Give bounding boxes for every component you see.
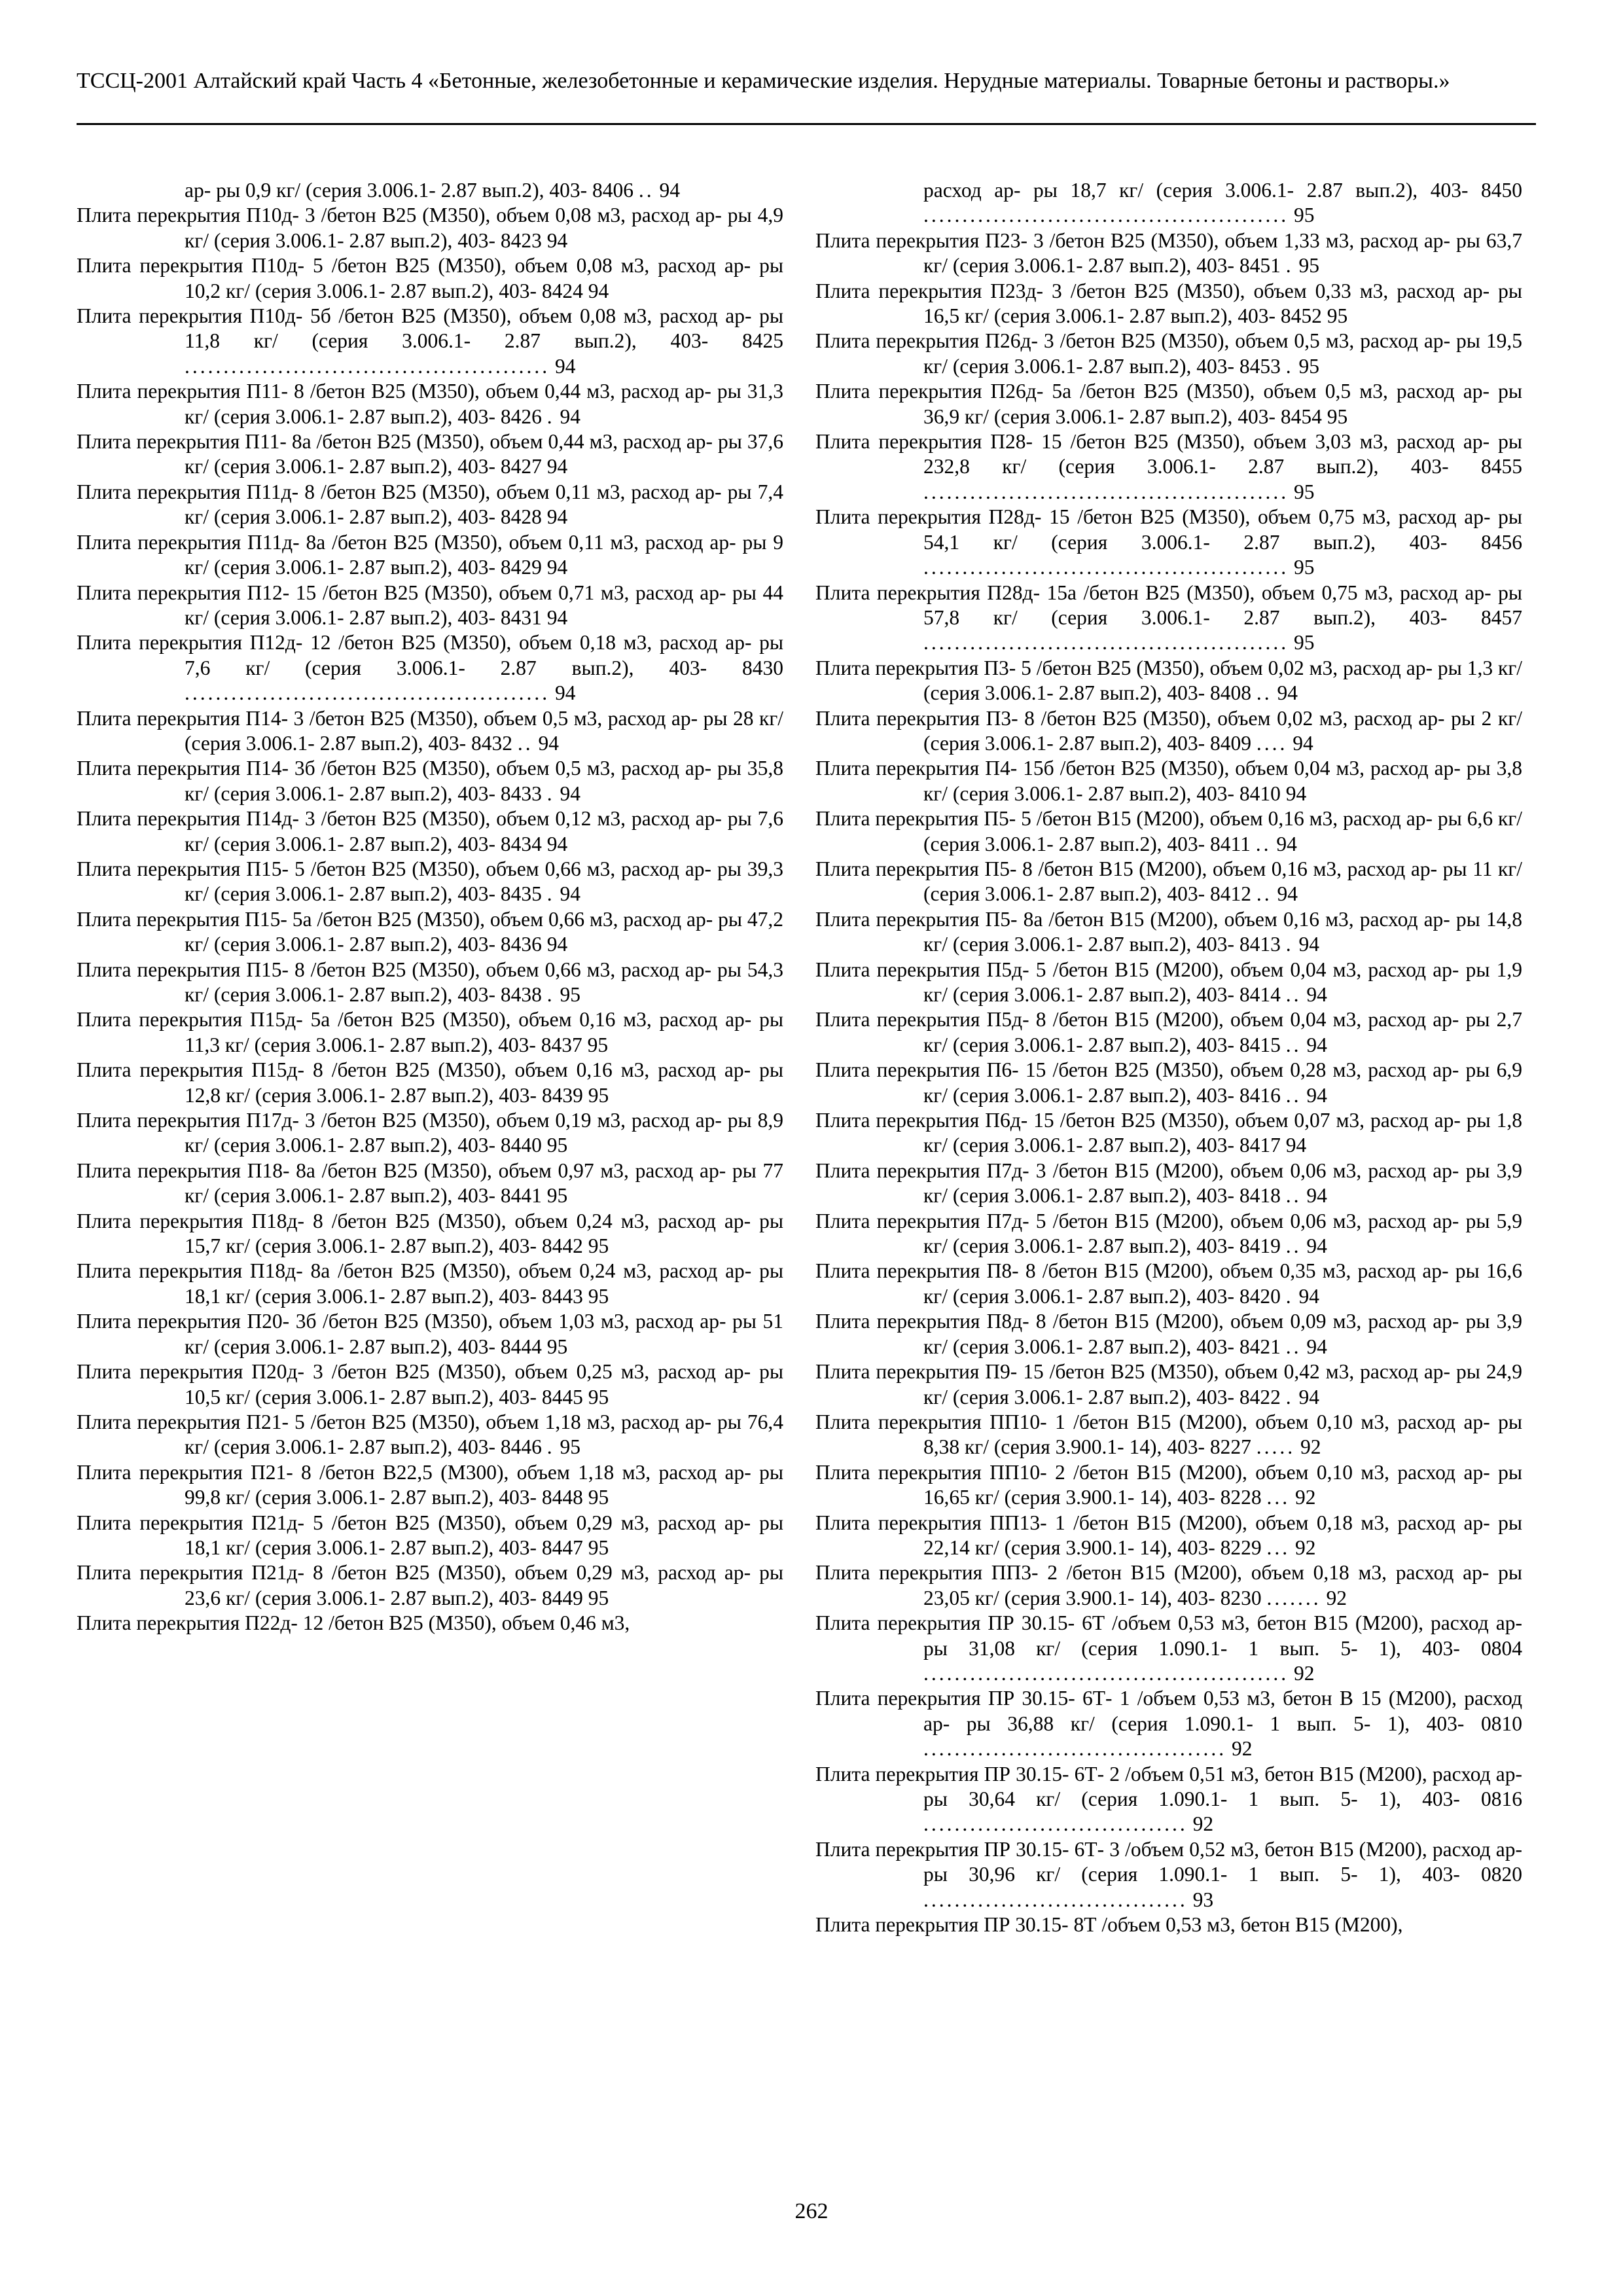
dot-leader: .. (1256, 681, 1272, 705)
entry-page-ref: 94 (1277, 882, 1298, 906)
entry-page-ref: 92 (1300, 1435, 1321, 1459)
index-entry (77, 480, 783, 530)
entry-page-ref: 95 (546, 1134, 568, 1157)
entry-page-ref: 94 (555, 354, 576, 378)
index-entry (77, 1309, 783, 1359)
entry-page-ref: 95 (588, 1535, 609, 1559)
index-entry (815, 656, 1522, 706)
index-entry (815, 329, 1522, 379)
entry-page-ref: 95 (546, 1184, 568, 1208)
entry-page-ref: 94 (1298, 933, 1320, 956)
entry-page-ref: 95 (1327, 404, 1348, 428)
index-entry (815, 1511, 1522, 1561)
entry-text: Плита перекрытия П14- 3б /бетон В25 (М350), объем 0,5 м3, расход ар- ры 35,8 кг/ (серия 3.006.1- 2.87 вып.2), 403- 8433 (77, 757, 783, 805)
dot-leader: .. (517, 731, 533, 755)
entry-page-ref: 95 (1294, 480, 1315, 503)
entry-text: Плита перекрытия П15д- 5а /бетон В25 (М350), объем 0,16 м3, расход ар- ры 11,3 кг/ (серия 3.006.1- 2.87 вып.2), 403- 8437 (77, 1008, 783, 1056)
entry-text: Плита перекрытия П28д- 15 /бетон В25 (М350), объем 0,75 м3, расход ар- ры 54,1 кг/ (серия 3.006.1- 2.87 вып.2), 403- 8456 (815, 505, 1522, 554)
entry-page-ref: 92 (1192, 1812, 1214, 1836)
index-entry (815, 1837, 1522, 1912)
header-title: ТССЦ-2001 Алтайский край Часть 4 «Бетонные, железобетонные и керамические изделия. Нерудные материалы. Товарные бетоны и растворы.» (77, 69, 1450, 93)
index-entry (77, 1611, 783, 1636)
index-entry (77, 1108, 783, 1158)
dot-leader: . (546, 404, 555, 428)
entry-text: Плита перекрытия П26д- 3 /бетон В25 (М350), объем 0,5 м3, расход ар- ры 19,5 кг/ (серия 3.006.1- 2.87 вып.2), 403- 8453 (815, 329, 1522, 378)
index-entry (815, 1686, 1522, 1761)
entry-page-ref: 92 (1295, 1535, 1316, 1559)
index-entry (815, 429, 1522, 505)
entry-page-ref: 94 (1285, 1134, 1307, 1157)
entry-page-ref: 95 (588, 1586, 609, 1609)
entry-page-ref: 95 (588, 1234, 609, 1258)
entry-text: Плита перекрытия П18д- 8 /бетон В25 (М350), объем 0,24 м3, расход ар- ры 15,7 кг/ (серия 3.006.1- 2.87 вып.2), 403- 8442 (77, 1209, 783, 1258)
entry-text: Плита перекрытия П10д- 5 /бетон В25 (М350), объем 0,08 м3, расход ар- ры 10,2 кг/ (серия 3.006.1- 2.87 вып.2), 403- 8424 (77, 254, 783, 302)
entry-text: Плита перекрытия П15- 8 /бетон В25 (М350), объем 0,66 м3, расход ар- ры 54,3 кг/ (серия 3.006.1- 2.87 вып.2), 403- 8438 (77, 958, 783, 1006)
index-entry (815, 1058, 1522, 1108)
index-entry (77, 379, 783, 429)
index-entry (815, 1611, 1522, 1686)
entry-page-ref: 95 (1294, 631, 1315, 655)
entry-text: Плита перекрытия П26д- 5а /бетон В25 (М350), объем 0,5 м3, расход ар- ры 36,9 кг/ (серия 3.006.1- 2.87 вып.2), 403- 8454 (815, 380, 1522, 428)
entry-page-ref: 95 (560, 983, 581, 1006)
entry-text: Плита перекрытия П4- 15б /бетон В25 (М350), объем 0,04 м3, расход ар- ры 3,8 кг/ (серия 3.006.1- 2.87 вып.2), 403- 8410 (815, 757, 1522, 805)
index-entry (77, 857, 783, 907)
index-entry (77, 756, 783, 806)
entry-text: Плита перекрытия П8д- 8 /бетон В15 (М200), объем 0,09 м3, расход ар- ры 3,9 кг/ (серия 3.006.1- 2.87 вып.2), 403- 8421 (815, 1310, 1522, 1358)
entry-page-ref: 94 (560, 781, 581, 805)
entry-text: Плита перекрытия П15д- 8 /бетон В25 (М350), объем 0,16 м3, расход ар- ры 12,8 кг/ (серия 3.006.1- 2.87 вып.2), 403- 8439 (77, 1058, 783, 1107)
dot-leader: . (1285, 354, 1294, 378)
entry-text: Плита перекрытия П14- 3 /бетон В25 (М350), объем 0,5 м3, расход ар- ры 28 кг/ (серия 3.006.1- 2.87 вып.2), 403- 8432 (77, 706, 783, 755)
entry-page-ref: 94 (1306, 1033, 1327, 1056)
dot-leader: ............................................... (185, 354, 550, 378)
index-entry (77, 1259, 783, 1309)
entry-page-ref: 95 (587, 1033, 609, 1056)
entry-text: Плита перекрытия П5- 8 /бетон В15 (М200), объем 0,16 м3, расход ар- ры 11 кг/ (серия 3.006.1- 2.87 вып.2), 403- 8412 (815, 857, 1522, 906)
index-entry (77, 806, 783, 857)
index-entry (77, 1209, 783, 1259)
entry-page-ref: 94 (1306, 1083, 1327, 1107)
header-divider (77, 123, 1536, 125)
entry-text: ар- ры 0,9 кг/ (серия 3.006.1- 2.87 вып.2), 403- 8406 (185, 179, 634, 202)
entry-page-ref: 94 (546, 455, 568, 478)
index-entry (77, 530, 783, 581)
entry-page-ref: 95 (546, 1335, 568, 1358)
entry-text: Плита перекрытия ПР 30.15- 6Т /объем 0,53 м3, бетон В15 (М200), расход ар- ры 31,08 кг/ (серия 1.090.1- 1 вып. 5- 1), 403- 0804 (815, 1611, 1522, 1660)
entry-page-ref: 94 (538, 731, 560, 755)
entry-text: Плита перекрытия П23д- 3 /бетон В25 (М350), объем 0,33 м3, расход ар- ры 16,5 кг/ (серия 3.006.1- 2.87 вып.2), 403- 8452 (815, 279, 1522, 328)
index-entry (815, 857, 1522, 907)
index-entry (77, 1359, 783, 1410)
index-entry (815, 1762, 1522, 1837)
entry-page-ref: 94 (1298, 1385, 1320, 1408)
entry-page-ref: 94 (1298, 1284, 1320, 1308)
index-entry (815, 379, 1522, 429)
index-entry (815, 958, 1522, 1008)
entry-page-ref: 92 (1294, 1661, 1315, 1685)
index-entry (815, 279, 1522, 329)
entry-text: Плита перекрытия П21д- 5 /бетон В25 (М350), объем 0,29 м3, расход ар- ры 18,1 кг/ (серия 3.006.1- 2.87 вып.2), 403- 8447 (77, 1511, 783, 1559)
index-entry (815, 1158, 1522, 1209)
entry-page-ref: 95 (1298, 354, 1320, 378)
index-entry (815, 806, 1522, 857)
index-entry (815, 756, 1522, 806)
dot-leader: ....................................... (923, 1737, 1227, 1761)
dot-leader: ............................................... (923, 480, 1289, 503)
entry-text: Плита перекрытия П20- 3б /бетон В25 (М350), объем 1,03 м3, расход ар- ры 51 кг/ (серия 3.006.1- 2.87 вып.2), 403- 8444 (77, 1310, 783, 1358)
index-entry (815, 228, 1522, 279)
entry-text: Плита перекрытия ПР 30.15- 6Т- 3 /объем 0,52 м3, бетон В15 (М200), расход ар- ры 30,96 кг/ (серия 1.090.1- 1 вып. 5- 1), 403- 0820 (815, 1837, 1522, 1886)
entry-text: Плита перекрытия П18д- 8а /бетон В25 (М350), объем 0,24 м3, расход ар- ры 18,1 кг/ (серия 3.006.1- 2.87 вып.2), 403- 8443 (77, 1259, 783, 1308)
entry-page-ref: 94 (1306, 1234, 1327, 1258)
dot-leader: . (1285, 1385, 1294, 1408)
index-entry (815, 1460, 1522, 1511)
entry-page-ref: 92 (1232, 1737, 1253, 1761)
entry-page-ref: 92 (1295, 1486, 1316, 1509)
entry-text: Плита перекрытия ПП13- 1 /бетон В15 (М200), объем 0,18 м3, расход ар- ры 22,14 кг/ (серия 3.900.1- 14), 403- 8229 (815, 1511, 1522, 1559)
dot-leader: ............................................... (923, 556, 1289, 579)
entry-text: Плита перекрытия П7д- 3 /бетон В15 (М200), объем 0,06 м3, расход ар- ры 3,9 кг/ (серия 3.006.1- 2.87 вып.2), 403- 8418 (815, 1158, 1522, 1208)
entry-text: Плита перекрытия П5д- 8 /бетон В15 (М200), объем 0,04 м3, расход ар- ры 2,7 кг/ (серия 3.006.1- 2.87 вып.2), 403- 8415 (815, 1008, 1522, 1056)
index-entry (815, 1259, 1522, 1309)
entry-text: Плита перекрытия П3- 5 /бетон В25 (М350), объем 0,02 м3, расход ар- ры 1,3 кг/ (серия 3.006.1- 2.87 вып.2), 403- 8408 (815, 656, 1522, 705)
dot-leader: . (1285, 933, 1294, 956)
entry-text: Плита перекрытия П9- 15 /бетон В25 (М350), объем 0,42 м3, расход ар- ры 24,9 кг/ (серия 3.006.1- 2.87 вып.2), 403- 8422 (815, 1360, 1522, 1408)
entry-text: Плита перекрытия ПП10- 1 /бетон В15 (М200), объем 0,10 м3, расход ар- ры 8,38 кг/ (серия 3.900.1- 14), 403- 8227 (815, 1410, 1522, 1459)
index-entry (815, 1108, 1522, 1158)
entry-text: Плита перекрытия П5- 5 /бетон В15 (М200), объем 0,16 м3, расход ар- ры 6,6 кг/ (серия 3.006.1- 2.87 вып.2), 403- 8411 (815, 807, 1522, 855)
index-column-left (77, 178, 783, 1636)
index-entry (77, 429, 783, 480)
index-column-right (815, 178, 1522, 1937)
dot-leader: ............................................... (923, 1661, 1289, 1685)
dot-leader: .. (1285, 1335, 1302, 1358)
index-entry (77, 178, 783, 203)
entry-page-ref: 94 (659, 179, 681, 202)
entry-page-ref: 94 (555, 681, 576, 705)
dot-leader: .. (1285, 1033, 1302, 1056)
entry-page-ref: 95 (588, 1284, 609, 1308)
entry-text: Плита перекрытия П21- 8 /бетон В22,5 (М300), объем 1,18 м3, расход ар- ры 99,8 кг/ (серия 3.006.1- 2.87 вып.2), 403- 8448 (77, 1460, 783, 1509)
dot-leader: ....... (1266, 1586, 1321, 1609)
entry-page-ref: 95 (588, 1083, 609, 1107)
entry-page-ref: 94 (546, 832, 568, 855)
index-entry (815, 581, 1522, 656)
entry-text: Плита перекрытия П11- 8а /бетон В25 (М350), объем 0,44 м3, расход ар- ры 37,6 кг/ (серия 3.006.1- 2.87 вып.2), 403- 8427 (77, 430, 783, 478)
entry-text: Плита перекрытия П10д- 5б /бетон В25 (М350), объем 0,08 м3, расход ар- ры 11,8 кг/ (серия 3.006.1- 2.87 вып.2), 403- 8425 (77, 304, 783, 353)
entry-text: Плита перекрытия П6- 15 /бетон В25 (М350), объем 0,28 м3, расход ар- ры 6,9 кг/ (серия 3.006.1- 2.87 вып.2), 403- 8416 (815, 1058, 1522, 1107)
dot-leader: ............................................... (185, 681, 550, 705)
entry-page-ref: 95 (588, 1486, 609, 1509)
dot-leader: .................................. (923, 1888, 1188, 1911)
entry-text: Плита перекрытия ПР 30.15- 6Т- 1 /объем 0,53 м3, бетон В 15 (М200), расход ар- ры 36,88 кг/ (серия 1.090.1- 1 вып. 5- 1), 403- 0810 (815, 1687, 1522, 1735)
index-entry (77, 581, 783, 631)
entry-text: Плита перекрытия П20д- 3 /бетон В25 (М350), объем 0,25 м3, расход ар- ры 10,5 кг/ (серия 3.006.1- 2.87 вып.2), 403- 8445 (77, 1360, 783, 1408)
entry-page-ref: 93 (1192, 1888, 1214, 1911)
index-entry (77, 1007, 783, 1058)
dot-leader: .... (1256, 731, 1288, 755)
dot-leader: . (546, 983, 555, 1006)
index-entry (815, 1410, 1522, 1460)
entry-page-ref: 94 (1306, 1184, 1327, 1208)
entry-page-ref: 94 (1285, 781, 1307, 805)
entry-text: Плита перекрытия ПР 30.15- 8Т /объем 0,53 м3, бетон В15 (М200), (815, 1913, 1403, 1937)
index-entry (815, 1560, 1522, 1611)
entry-text: Плита перекрытия П17д- 3 /бетон В25 (М350), объем 0,19 м3, расход ар- ры 8,9 кг/ (серия 3.006.1- 2.87 вып.2), 403- 8440 (77, 1109, 783, 1157)
dot-leader: ............................................... (923, 631, 1289, 655)
index-entry (77, 907, 783, 958)
entry-text: Плита перекрытия П12д- 12 /бетон В25 (М350), объем 0,18 м3, расход ар- ры 7,6 кг/ (серия 3.006.1- 2.87 вып.2), 403- 8430 (77, 631, 783, 679)
entry-page-ref: 94 (560, 404, 581, 428)
dot-leader: .. (1255, 832, 1272, 855)
entry-page-ref: 94 (1306, 1335, 1327, 1358)
entry-page-ref: 95 (1298, 254, 1320, 278)
entry-page-ref: 94 (546, 556, 568, 579)
index-entry (815, 1359, 1522, 1410)
entry-page-ref: 94 (1293, 731, 1313, 755)
entry-page-ref: 95 (1327, 304, 1348, 328)
entry-page-ref: 95 (560, 1435, 581, 1459)
entry-page-ref: 94 (560, 882, 581, 906)
entry-text: Плита перекрытия П7д- 5 /бетон В15 (М200), объем 0,06 м3, расход ар- ры 5,9 кг/ (серия 3.006.1- 2.87 вып.2), 403- 8419 (815, 1209, 1522, 1258)
entry-page-ref: 94 (1306, 983, 1327, 1006)
entry-text: Плита перекрытия П21- 5 /бетон В25 (М350), объем 1,18 м3, расход ар- ры 76,4 кг/ (серия 3.006.1- 2.87 вып.2), 403- 8446 (77, 1410, 783, 1459)
index-entry (815, 505, 1522, 580)
entry-page-ref: 95 (1294, 556, 1315, 579)
index-entry (77, 253, 783, 304)
entry-page-ref: 94 (546, 228, 568, 252)
dot-leader: .................................. (923, 1812, 1188, 1836)
entry-text: Плита перекрытия П5д- 5 /бетон В15 (М200), объем 0,04 м3, расход ар- ры 1,9 кг/ (серия 3.006.1- 2.87 вып.2), 403- 8414 (815, 958, 1522, 1006)
dot-leader: .. (1285, 1234, 1302, 1258)
entry-text: Плита перекрытия П11д- 8 /бетон В25 (М350), объем 0,11 м3, расход ар- ры 7,4 кг/ (серия 3.006.1- 2.87 вып.2), 403- 8428 (77, 480, 783, 529)
entry-text: Плита перекрытия П8- 8 /бетон В15 (М200), объем 0,35 м3, расход ар- ры 16,6 кг/ (серия 3.006.1- 2.87 вып.2), 403- 8420 (815, 1259, 1522, 1308)
index-entry (815, 178, 1522, 228)
index-entry (77, 1158, 783, 1209)
index-entry (815, 1209, 1522, 1259)
entry-page-ref: 92 (1326, 1586, 1347, 1609)
entry-text: Плита перекрытия П15- 5а /бетон В25 (М350), объем 0,66 м3, расход ар- ры 47,2 кг/ (серия 3.006.1- 2.87 вып.2), 403- 8436 (77, 907, 783, 956)
entry-page-ref: 94 (546, 933, 568, 956)
index-entry (815, 1007, 1522, 1058)
dot-leader: .. (1285, 1184, 1302, 1208)
dot-leader: ... (1266, 1535, 1291, 1559)
entry-page-ref: 94 (1277, 681, 1298, 705)
entry-text: Плита перекрытия ПП3- 2 /бетон В15 (М200), объем 0,18 м3, расход ар- ры 23,05 кг/ (серия 3.900.1- 14), 403- 8230 (815, 1561, 1522, 1609)
entry-text: Плита перекрытия П6д- 15 /бетон В25 (М350), объем 0,07 м3, расход ар- ры 1,8 кг/ (серия 3.006.1- 2.87 вып.2), 403- 8417 (815, 1109, 1522, 1157)
index-entry (77, 203, 783, 253)
entry-text: Плита перекрытия П5- 8а /бетон В15 (М200), объем 0,16 м3, расход ар- ры 14,8 кг/ (серия 3.006.1- 2.87 вып.2), 403- 8413 (815, 907, 1522, 956)
entry-page-ref: 94 (546, 505, 568, 529)
dot-leader: .. (638, 179, 654, 202)
entry-text: Плита перекрытия П18- 8а /бетон В25 (М350), объем 0,97 м3, расход ар- ры 77 кг/ (серия 3.006.1- 2.87 вып.2), 403- 8441 (77, 1158, 783, 1208)
dot-leader: .. (1285, 1083, 1302, 1107)
index-entry (77, 1058, 783, 1108)
index-entry (77, 1511, 783, 1561)
entry-page-ref: 94 (546, 605, 568, 629)
entry-text: Плита перекрытия П14д- 3 /бетон В25 (М350), объем 0,12 м3, расход ар- ры 7,6 кг/ (серия 3.006.1- 2.87 вып.2), 403- 8434 (77, 807, 783, 855)
index-entry (77, 304, 783, 379)
entry-page-ref: 94 (588, 279, 609, 302)
index-entry (77, 706, 783, 757)
entry-text: Плита перекрытия П11д- 8а /бетон В25 (М350), объем 0,11 м3, расход ар- ры 9 кг/ (серия 3.006.1- 2.87 вып.2), 403- 8429 (77, 530, 783, 579)
entry-text: Плита перекрытия П28д- 15а /бетон В25 (М350), объем 0,75 м3, расход ар- ры 57,8 кг/ (серия 3.006.1- 2.87 вып.2), 403- 8457 (815, 581, 1522, 629)
index-entry (77, 1410, 783, 1460)
entry-text: Плита перекрытия П21д- 8 /бетон В25 (М350), объем 0,29 м3, расход ар- ры 23,6 кг/ (серия 3.006.1- 2.87 вып.2), 403- 8449 (77, 1561, 783, 1609)
entry-text: Плита перекрытия П12- 15 /бетон В25 (М350), объем 0,71 м3, расход ар- ры 44 кг/ (серия 3.006.1- 2.87 вып.2), 403- 8431 (77, 581, 783, 629)
entry-text: Плита перекрытия П15- 5 /бетон В25 (М350), объем 0,66 м3, расход ар- ры 39,3 кг/ (серия 3.006.1- 2.87 вып.2), 403- 8435 (77, 857, 783, 906)
index-entry (815, 907, 1522, 958)
dot-leader: ............................................... (923, 204, 1289, 227)
entry-text: расход ар- ры 18,7 кг/ (серия 3.006.1- 2.87 вып.2), 403- 8450 (923, 179, 1522, 202)
entry-text: Плита перекрытия П11- 8 /бетон В25 (М350), объем 0,44 м3, расход ар- ры 31,3 кг/ (серия 3.006.1- 2.87 вып.2), 403- 8426 (77, 380, 783, 428)
entry-text: Плита перекрытия ПП10- 2 /бетон В15 (М200), объем 0,10 м3, расход ар- ры 16,65 кг/ (серия 3.900.1- 14), 403- 8228 (815, 1460, 1522, 1509)
index-entry (77, 1560, 783, 1611)
dot-leader: . (546, 882, 555, 906)
index-entry (77, 1460, 783, 1511)
entry-page-ref: 94 (1276, 832, 1297, 855)
dot-leader: ... (1266, 1486, 1291, 1509)
dot-leader: . (546, 1435, 555, 1459)
dot-leader: . (1285, 254, 1294, 278)
page-header (77, 68, 1536, 94)
dot-leader: ..... (1256, 1435, 1296, 1459)
index-entry (815, 1912, 1522, 1937)
entry-text: Плита перекрытия П3- 8 /бетон В25 (М350), объем 0,02 м3, расход ар- ры 2 кг/ (серия 3.006.1- 2.87 вып.2), 403- 8409 (815, 706, 1522, 755)
index-entry (77, 630, 783, 706)
page-number: 262 (794, 2199, 829, 2223)
entry-text: Плита перекрытия ПР 30.15- 6Т- 2 /объем 0,51 м3, бетон В15 (М200), расход ар- ры 30,64 кг/ (серия 1.090.1- 1 вып. 5- 1), 403- 0816 (815, 1762, 1522, 1810)
index-entry (77, 958, 783, 1008)
entry-text: Плита перекрытия П23- 3 /бетон В25 (М350), объем 1,33 м3, расход ар- ры 63,7 кг/ (серия 3.006.1- 2.87 вып.2), 403- 8451 (815, 228, 1522, 278)
dot-leader: . (1285, 1284, 1294, 1308)
entry-text: Плита перекрытия П10д- 3 /бетон В25 (М350), объем 0,08 м3, расход ар- ры 4,9 кг/ (серия 3.006.1- 2.87 вып.2), 403- 8423 (77, 204, 783, 252)
entry-text: Плита перекрытия П28- 15 /бетон В25 (М350), объем 3,03 м3, расход ар- ры 232,8 кг/ (серия 3.006.1- 2.87 вып.2), 403- 8455 (815, 430, 1522, 478)
dot-leader: .. (1256, 882, 1272, 906)
dot-leader: .. (1285, 983, 1302, 1006)
entry-page-ref: 95 (1294, 204, 1315, 227)
dot-leader: . (546, 781, 555, 805)
entry-page-ref: 95 (588, 1385, 609, 1408)
index-entry (815, 1309, 1522, 1359)
index-entry (815, 706, 1522, 757)
entry-text: Плита перекрытия П22д- 12 /бетон В25 (М350), объем 0,46 м3, (77, 1611, 630, 1635)
